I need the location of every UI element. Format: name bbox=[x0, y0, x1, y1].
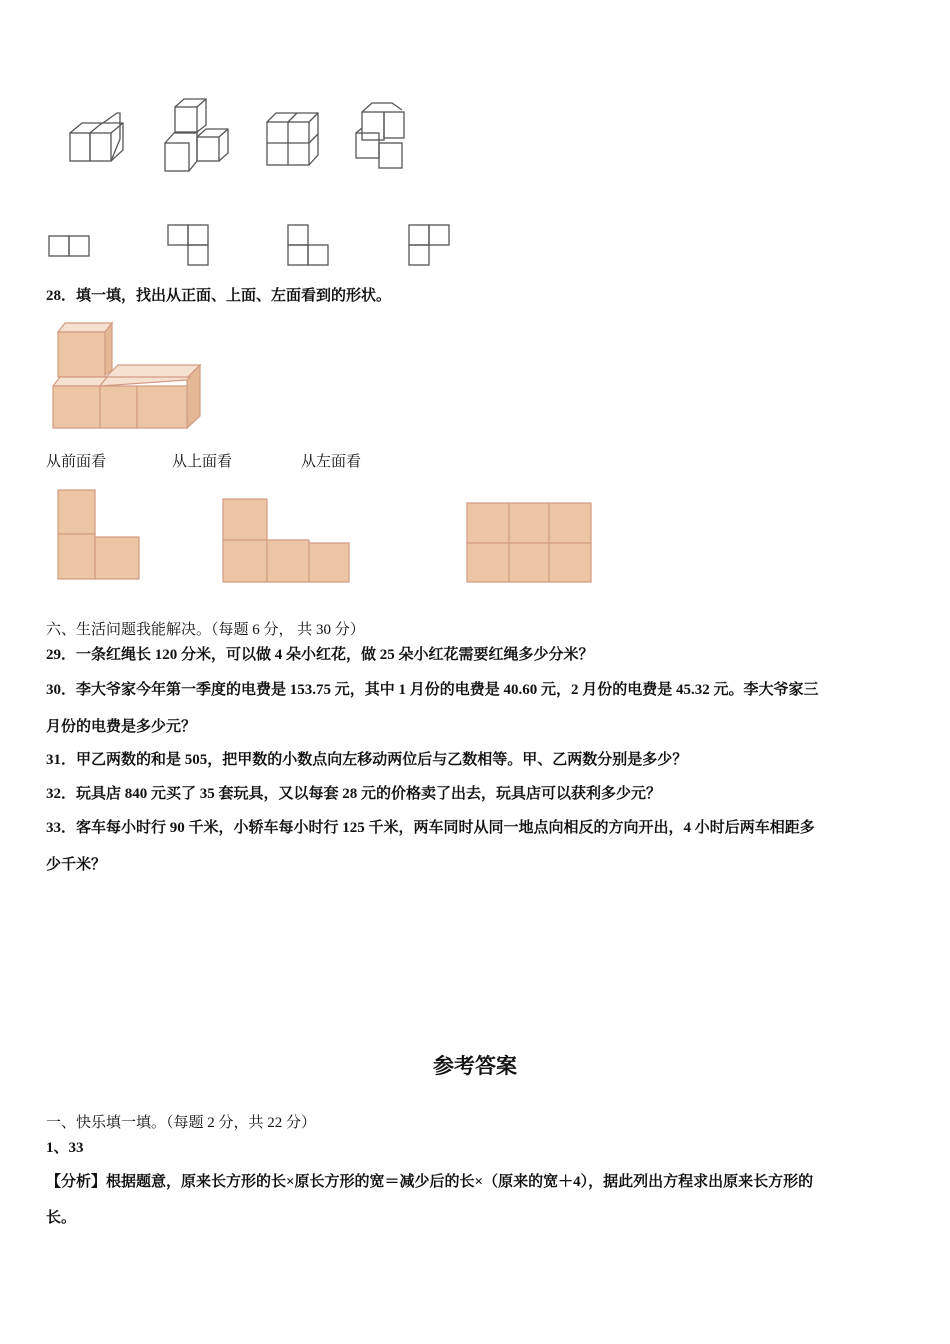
section-6-heading: 六、生活问题我能解决。（每题 6 分， 共 30 分） bbox=[46, 622, 365, 638]
question-28: 28．填一填，找出从正面、上面、左面看到的形状。 bbox=[46, 288, 392, 304]
cube-figure-3 bbox=[267, 113, 318, 165]
answers-title: 参考答案 bbox=[433, 1054, 517, 1078]
question-30-cont: 月份的电费是多少元？ bbox=[46, 719, 197, 735]
front-view bbox=[58, 490, 139, 579]
view-shape-3 bbox=[288, 225, 328, 265]
view-label-top: 从上面看 bbox=[172, 454, 233, 470]
cube-figures-line bbox=[60, 95, 440, 175]
left-view bbox=[467, 503, 591, 582]
question-29: 29．一条红绳长 120 分米，可以做 4 朵小红花，做 25 朵小红花需要红绳多少分米？ bbox=[46, 647, 594, 663]
question-30: 30．李大爷家今年第一季度的电费是 153.75 元，其中 1 月份的电费是 40.60 元，2 月份的电费是 45.32 元。李大爷家三 bbox=[46, 682, 819, 698]
cube-figure-2 bbox=[165, 99, 228, 171]
answers-section-1: 一、快乐填一填。（每题 2 分，共 22 分） bbox=[46, 1115, 317, 1131]
orange-view-shapes bbox=[50, 485, 600, 585]
top-view bbox=[223, 499, 349, 582]
orange-cube-figure bbox=[50, 320, 205, 430]
answer-1: 1、33 bbox=[46, 1140, 84, 1156]
view-shape-4 bbox=[409, 225, 449, 265]
view-shapes-line bbox=[45, 220, 455, 270]
view-label-front: 从前面看 bbox=[46, 454, 107, 470]
question-33-cont: 少千米？ bbox=[46, 857, 107, 873]
cube-figure-1 bbox=[70, 113, 123, 161]
analysis-1: 【分析】根据题意，原来长方形的长×原长方形的宽＝减少后的长×（原来的宽＋4），据此列出方程求出原来长方形的 bbox=[46, 1174, 814, 1190]
analysis-1-cont: 长。 bbox=[46, 1210, 77, 1226]
question-33: 33．客车每小时行 90 千米，小轿车每小时行 125 千米，两车同时从同一地点向相反的方向开出，4 小时后两车相距多 bbox=[46, 820, 815, 836]
view-label-left: 从左面看 bbox=[301, 454, 362, 470]
cube-figure-4 bbox=[356, 103, 404, 168]
question-31: 31．甲乙两数的和是 505，把甲数的小数点向左移动两位后与乙数相等。甲、乙两数分别是多少？ bbox=[46, 752, 688, 768]
question-32: 32．玩具店 840 元买了 35 套玩具，又以每套 28 元的价格卖了出去，玩具店可以获利多少元？ bbox=[46, 786, 662, 802]
view-shape-1 bbox=[49, 236, 89, 256]
view-shape-2 bbox=[168, 225, 208, 265]
